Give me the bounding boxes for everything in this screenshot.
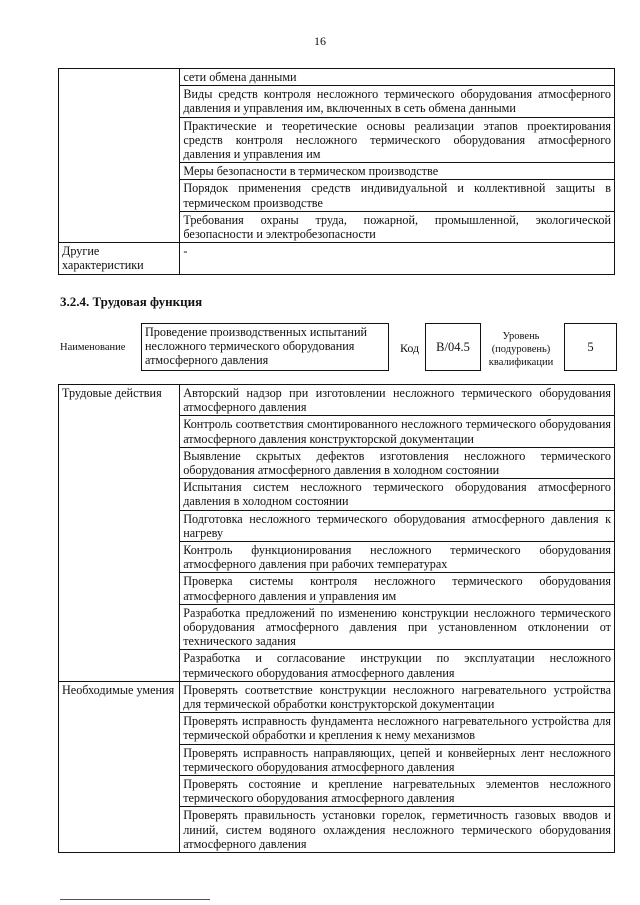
skill-row: Проверять соответствие конструкции несложного нагревательного устройства для термической обработки конструкторской документации — [180, 681, 615, 712]
labor-actions-label: Трудовые действия — [59, 385, 180, 682]
knowledge-row: Требования охраны труда, пожарной, промышленной, экологической безопасности и электробезопасности — [180, 211, 615, 242]
skill-row: Проверять исправность фундамента несложного нагревательного устройства для термической обработки и крепления к нему механизмов — [180, 713, 615, 744]
labor-action-row: Контроль функционирования несложного термического оборудования атмосферного давления при рабочих температурах — [180, 542, 615, 573]
function-code-box: B/04.5 — [425, 323, 481, 371]
knowledge-row: Меры безопасности в термическом производстве — [180, 163, 615, 180]
other-characteristics-value: - — [180, 243, 615, 274]
skill-row: Проверять исправность направляющих, цепей и конвейерных лент несложного термического оборудования атмосферного давления — [180, 744, 615, 775]
empty-label-cell — [59, 69, 180, 243]
skills-label: Необходимые умения — [59, 681, 180, 852]
labor-action-row: Авторский надзор при изготовлении несложного термического оборудования атмосферного давления — [180, 385, 615, 416]
labor-action-row: Контроль соответствия смонтированного несложного термического оборудования атмосферного давления конструкторской документации — [180, 416, 615, 447]
other-characteristics-label: Другие характеристики — [59, 243, 180, 274]
code-label: Код — [400, 341, 420, 355]
function-name-box: Проведение производственных испытаний несложного термического оборудования атмосферного давления — [141, 323, 389, 371]
qualification-level-label: Уровень (подуровень) квалификации — [488, 331, 554, 368]
knowledge-row: Виды средств контроля несложного термического оборудования атмосферного давления и управления им, включенных в сеть обмена данными — [180, 86, 615, 117]
knowledge-row: Порядок применения средств индивидуальной и коллективной защиты в термическом производстве — [180, 180, 615, 211]
skill-row: Проверять правильность установки горелок, герметичность газовых вводов и линий, систем водяного охлаждения несложного термического оборудования атмосферного давления — [180, 807, 615, 853]
page-number: 16 — [314, 34, 326, 48]
labor-action-row: Разработка предложений по изменению конструкции несложного термического оборудования атмосферного давления при установленном отклонении от технического задания — [180, 604, 615, 650]
labor-action-row: Разработка и согласование инструкции по эксплуатации несложного термического оборудования атмосферного давления — [180, 650, 615, 681]
name-label: Наименование — [60, 342, 126, 353]
section-title: 3.2.4. Трудовая функция — [60, 294, 203, 309]
qualification-level-box: 5 — [564, 323, 617, 371]
knowledge-row: Практические и теоретические основы реализации этапов проектирования средств контроля несложного термического оборудования атмосферного давления и управления им — [180, 117, 615, 163]
previous-function-table — [58, 68, 615, 275]
labor-action-row: Подготовка несложного термического оборудования атмосферного давления к нагреву — [180, 510, 615, 541]
footnote-divider — [60, 899, 210, 900]
labor-function-table — [58, 384, 615, 853]
labor-action-row: Выявление скрытых дефектов изготовления несложного термического оборудования атмосферного давления в холодном состоянии — [180, 447, 615, 478]
knowledge-row: сети обмена данными — [180, 69, 615, 86]
labor-action-row: Проверка системы контроля несложного термического оборудования атмосферного давления и управления им — [180, 573, 615, 604]
labor-action-row: Испытания систем несложного термического оборудования атмосферного давления в холодном состоянии — [180, 479, 615, 510]
skill-row: Проверять состояние и крепление нагревательных элементов несложного термического оборудования атмосферного давления — [180, 776, 615, 807]
